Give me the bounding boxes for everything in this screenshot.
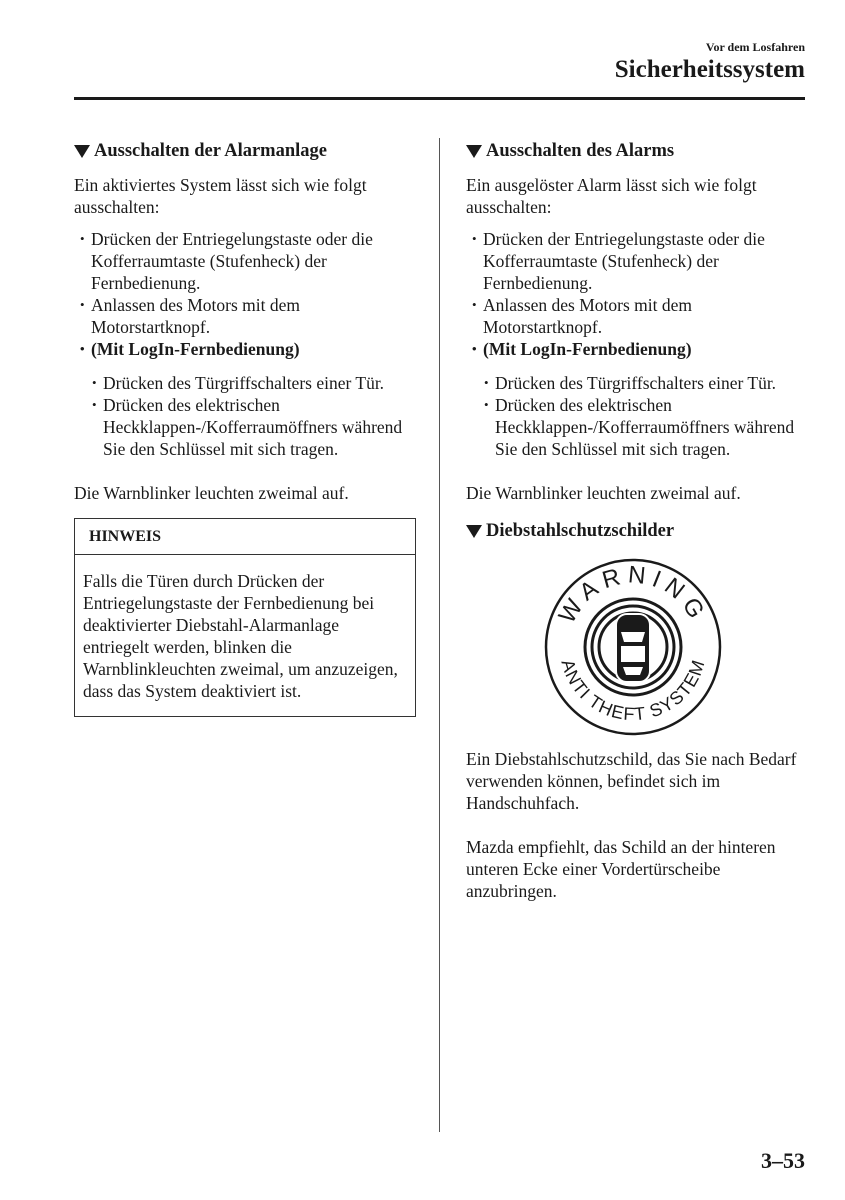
note-body: Falls die Türen durch Drücken der Entriegelungstaste der Fernbedienung bei deaktivierter Diebstahl-Alarmanlage entriegelt werden, blinken die Warnblinkleuchten zweimal, um anzuzeigen, dass das System deaktiviert ist. <box>83 571 398 701</box>
page-number: 3–53 <box>761 1148 805 1173</box>
running-header-section: Vor dem Losfahren <box>705 40 805 54</box>
right-heading-text: Ausschalten des Alarms <box>486 141 675 161</box>
sticker-top-text: WARNING <box>553 561 713 629</box>
left-heading <box>74 140 419 162</box>
right-heading-2 <box>466 520 811 542</box>
right-intro: Ein ausgelöster Alarm lässt sich wie folgt ausschalten: <box>466 175 757 217</box>
triangle-down-icon <box>466 525 482 538</box>
right-bullet-list <box>466 228 811 360</box>
left-bullet-list <box>74 228 419 360</box>
column-divider <box>439 138 440 1132</box>
list-item: • (Mit LogIn-Fernbedienung) <box>74 338 419 360</box>
right-column <box>466 140 811 902</box>
list-item: • Anlassen des Motors mit dem Motorstartknopf. <box>74 294 419 338</box>
page-title: Sicherheitssystem <box>614 56 805 83</box>
list-item: • (Mit LogIn-Fernbedienung) <box>466 338 811 360</box>
right-heading <box>466 140 811 162</box>
note-title: HINWEIS <box>75 519 415 555</box>
car-icon <box>616 614 650 682</box>
triangle-down-icon <box>466 145 482 158</box>
sub-list-item: • Drücken des elektrischen Heckklappen-/Kofferraumöffners während Sie den Schlüssel mit sich tragen. <box>466 394 811 460</box>
list-item: • Anlassen des Motors mit dem Motorstartknopf. <box>466 294 811 338</box>
right-sub-list <box>466 372 811 460</box>
left-after-text: Die Warnblinker leuchten zweimal auf. <box>74 483 349 503</box>
list-item: • Drücken der Entriegelungstaste oder die Kofferraumtaste (Stufenheck) der Fernbedienung. <box>466 228 811 294</box>
right-after-text: Die Warnblinker leuchten zweimal auf. <box>466 483 741 503</box>
note-box <box>74 518 416 717</box>
list-item: • Drücken der Entriegelungstaste oder die Kofferraumtaste (Stufenheck) der Fernbedienung. <box>74 228 419 294</box>
right-para-1: Ein Diebstahlschutzschild, das Sie nach Bedarf verwenden können, befindet sich im Handschuhfach. <box>466 749 797 813</box>
header-rule <box>74 97 805 100</box>
anti-theft-sticker <box>542 556 724 738</box>
triangle-down-icon <box>74 145 90 158</box>
left-intro: Ein aktiviertes System lässt sich wie folgt ausschalten: <box>74 175 367 217</box>
left-sub-list <box>74 372 419 460</box>
left-heading-text: Ausschalten der Alarmanlage <box>94 141 327 161</box>
left-column <box>74 140 419 717</box>
right-para-2: Mazda empfiehlt, das Schild an der hinteren unteren Ecke einer Vordertürscheibe anzubringen. <box>466 837 776 901</box>
sticker-bottom-text: ANTI THEFT SYSTEM <box>557 656 709 725</box>
right-heading-2-text: Diebstahlschutzschilder <box>486 521 675 541</box>
sub-list-item: • Drücken des Türgriffschalters einer Tür. <box>74 372 419 394</box>
sub-list-item: • Drücken des Türgriffschalters einer Tür. <box>466 372 811 394</box>
sub-list-item: • Drücken des elektrischen Heckklappen-/Kofferraumöffners während Sie den Schlüssel mit sich tragen. <box>74 394 419 460</box>
